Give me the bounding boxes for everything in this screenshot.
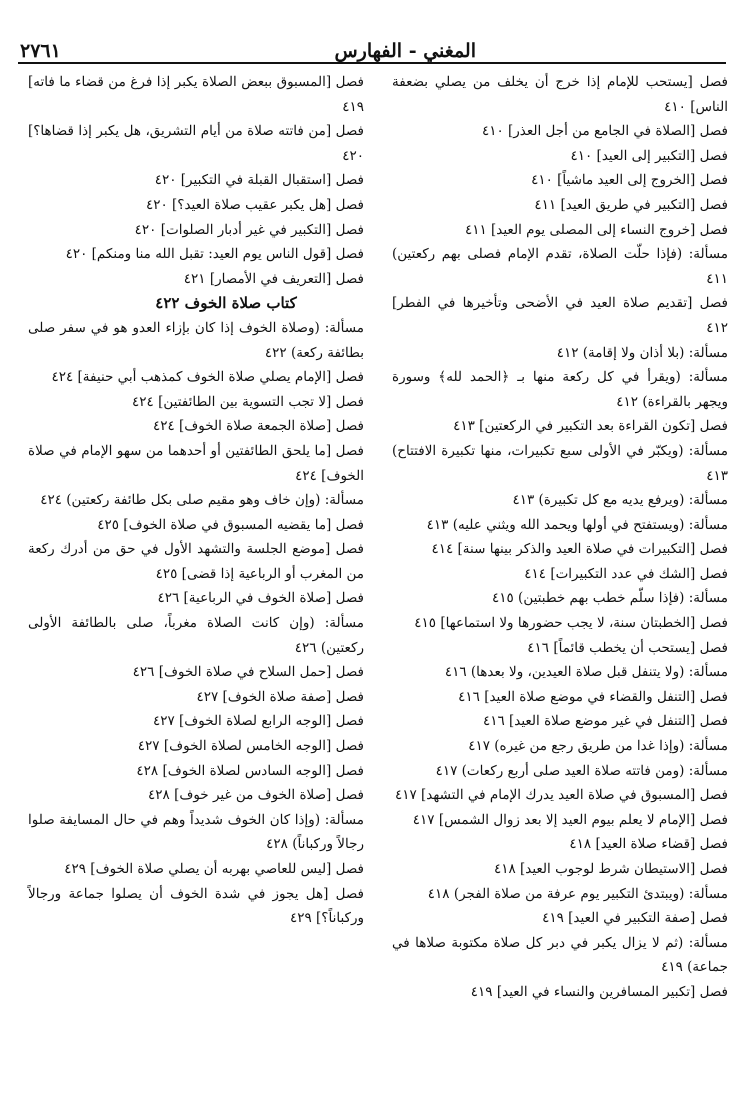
index-entry: فصل [حمل السلاح في صلاة الخوف] ٤٢٦ bbox=[132, 664, 364, 681]
title-separator: - bbox=[402, 40, 424, 62]
index-entry: فصل [التنفل في غير موضع صلاة العيد] ٤١٦ bbox=[482, 713, 728, 730]
running-title bbox=[334, 38, 476, 64]
index-entry: مسألة: (ويكبّر في الأولى سبع تكبيرات، منها تكبيرة الافتتاح) ٤١٣ bbox=[392, 442, 728, 484]
index-entry: فصل [التنفل والقضاء في موضع صلاة العيد] ٤١٦ bbox=[458, 688, 728, 705]
running-header bbox=[18, 38, 726, 64]
index-entry: مسألة: (بلا أذان ولا إقامة) ٤١٢ bbox=[556, 344, 728, 361]
index-entry: فصل [الوجه السادس لصلاة الخوف] ٤٢٨ bbox=[136, 762, 364, 779]
index-entry: مسألة: (وإن كانت الصلاة مغرباً، صلى بالطائفة الأولى ركعتين) ٤٢٦ bbox=[28, 615, 364, 656]
index-entry: مسألة: (ومن فاتته صلاة العيد صلى أربع ركعات) ٤١٧ bbox=[435, 762, 728, 779]
index-entry: فصل [يستحب للإمام إذا خرج أن يخلف من يصلي بضعفة الناس] ٤١٠ bbox=[392, 74, 728, 115]
index-entry: مسألة: (ويرفع يديه مع كل تكبيرة) ٤١٣ bbox=[512, 492, 728, 509]
index-entry: فصل [الاستيطان شرط لوجوب العيد] ٤١٨ bbox=[493, 861, 728, 877]
index-entry: فصل [صفة صلاة الخوف] ٤٢٧ bbox=[196, 688, 364, 705]
index-entry: فصل [الإمام يصلي صلاة الخوف كمذهب أبي حنيفة] ٤٢٤ bbox=[51, 369, 364, 386]
section-title: الفهارس bbox=[334, 40, 403, 62]
chapter-heading: كتاب صلاة الخوف ٤٢٢ bbox=[155, 294, 297, 313]
index-entry: فصل [الخروج إلى العيد ماشياً] ٤١٠ bbox=[531, 172, 728, 189]
index-entry: فصل [التكبير في غير أدبار الصلوات] ٤٢٠ bbox=[134, 221, 364, 238]
index-entry: مسألة: (ويبتدئ التكبير يوم عرفة من صلاة الفجر) ٤١٨ bbox=[427, 885, 728, 902]
index-entry: فصل [الخطبتان سنة، لا يجب حضورها ولا استماعها] ٤١٥ bbox=[414, 615, 728, 632]
index-entry: فصل [الإمام لا يعلم بيوم العيد إلا بعد زوال الشمس] ٤١٧ bbox=[412, 811, 728, 828]
index-entry: فصل [تكبير المسافرين والنساء في العيد] ٤١٩ bbox=[470, 983, 728, 1000]
index-entry: فصل [التعريف في الأمصار] ٤٢١ bbox=[183, 270, 364, 287]
index-entry: مسألة: (ولا يتنفل قبل صلاة العيدين، ولا بعدها) ٤١٦ bbox=[444, 664, 728, 681]
index-entry: فصل [التكبير إلى العيد] ٤١٠ bbox=[570, 147, 728, 164]
index-entry: فصل [استقبال القبلة في التكبير] ٤٢٠ bbox=[154, 172, 364, 189]
index-entry: مسألة: (فإذا حلّت الصلاة، تقدم الإمام فصلى بهم ركعتين) ٤١١ bbox=[392, 246, 728, 287]
index-entry: مسألة: (وإذا غدا من طريق رجع من غيره) ٤١٧ bbox=[468, 738, 728, 755]
index-entry: فصل [موضع الجلسة والتشهد الأول في حق من أدرك ركعة من المغرب أو الرباعية إذا قضى] ٤٢٥ bbox=[28, 541, 364, 582]
index-entry: فصل [هل يكبر عقيب صلاة العيد؟] ٤٢٠ bbox=[145, 196, 364, 213]
index-column-left bbox=[28, 70, 364, 931]
index-entry: فصل [الوجه الخامس لصلاة الخوف] ٤٢٧ bbox=[137, 738, 364, 755]
index-entry: فصل [صفة التكبير في العيد] ٤١٩ bbox=[542, 910, 728, 927]
index-entry: مسألة: (ويستفتح في أولها ويحمد الله ويثني عليه) ٤١٣ bbox=[426, 516, 728, 533]
header-rule bbox=[18, 62, 726, 64]
index-entry: مسألة: (فإذا سلّم خطب بهم خطبتين) ٤١٥ bbox=[492, 590, 728, 607]
index-entry: فصل [صلاة الخوف من غير خوف] ٤٢٨ bbox=[148, 787, 364, 804]
index-entry: فصل [ليس للعاصي بهربه أن يصلي صلاة الخوف] ٤٢٩ bbox=[64, 861, 364, 877]
index-entry: فصل [ما يقضيه المسبوق في صلاة الخوف] ٤٢٥ bbox=[97, 516, 364, 533]
index-entry: مسألة: (وإذا كان الخوف شديداً وهم في حال المسايفة صلوا رجالاً وركباناً) ٤٢٨ bbox=[28, 811, 364, 853]
index-entry: فصل [لا تجب التسوية بين الطائفتين] ٤٢٤ bbox=[132, 393, 364, 410]
index-entry: فصل [المسبوق في صلاة العيد يدرك الإمام في التشهد] ٤١٧ bbox=[394, 787, 728, 804]
index-entry: فصل [الوجه الرابع لصلاة الخوف] ٤٢٧ bbox=[152, 713, 364, 730]
index-entry: فصل [الصلاة في الجامع من أجل العذر] ٤١٠ bbox=[481, 123, 728, 140]
index-entry: مسألة: (ويقرأ في كل ركعة منها بـ ﴿الحمد لله﴾ وسورة ويجهر بالقراءة) ٤١٢ bbox=[392, 369, 728, 410]
book-title: المغني bbox=[423, 40, 476, 62]
index-entry: فصل [التكبيرات في صلاة العيد والذكر بينها سنة] ٤١٤ bbox=[431, 541, 728, 558]
index-entry: فصل [المسبوق ببعض الصلاة يكبر إذا فرغ من قضاء ما فاته] ٤١٩ bbox=[28, 74, 364, 115]
index-entry: فصل [التكبير في طريق العيد] ٤١١ bbox=[534, 196, 728, 213]
index-entry: فصل [صلاة الجمعة صلاة الخوف] ٤٢٤ bbox=[152, 418, 364, 435]
index-entry: فصل [تقديم صلاة العيد في الأضحى وتأخيرها في الفطر] ٤١٢ bbox=[392, 295, 728, 336]
index-entry: فصل [صلاة الخوف في الرباعية] ٤٢٦ bbox=[157, 590, 364, 607]
index-entry: فصل [من فاتته صلاة من أيام التشريق، هل يكبر إذا قضاها؟] ٤٢٠ bbox=[28, 123, 364, 164]
index-entry: فصل [الشك في عدد التكبيرات] ٤١٤ bbox=[524, 565, 728, 582]
index-column-right bbox=[392, 70, 728, 1005]
index-entry: فصل [تكون القراءة بعد التكبير في الركعتين] ٤١٣ bbox=[453, 418, 728, 435]
index-entry: مسألة: (وصلاة الخوف إذا كان بإزاء العدو هو في سفر صلى بطائفة ركعة) ٤٢٢ bbox=[28, 319, 364, 361]
index-entry: فصل [قضاء صلاة العيد] ٤١٨ bbox=[569, 836, 728, 853]
index-entry: فصل [هل يجوز في شدة الخوف أن يصلوا جماعة ورجالاً وركباناً؟] ٤٢٩ bbox=[28, 885, 364, 927]
index-entry: مسألة: (وإن خاف وهو مقيم صلى بكل طائفة ركعتين) ٤٢٤ bbox=[40, 492, 364, 509]
index-entry: فصل [خروج النساء إلى المصلى يوم العيد] ٤١١ bbox=[464, 221, 728, 238]
index-entry: فصل [يستحب أن يخطب قائماً] ٤١٦ bbox=[527, 639, 728, 656]
page-number: ٢٧٦١ bbox=[20, 40, 61, 62]
index-entry: مسألة: (ثم لا يزال يكبر في دبر كل صلاة مكتوبة صلاها في جماعة) ٤١٩ bbox=[392, 934, 728, 976]
index-entry: فصل [ما يلحق الطائفتين أو أحدهما من سهو الإمام في صلاة الخوف] ٤٢٤ bbox=[28, 442, 364, 484]
index-entry: فصل [قول الناس يوم العيد: تقبل الله منا ومنكم] ٤٢٠ bbox=[65, 246, 364, 263]
